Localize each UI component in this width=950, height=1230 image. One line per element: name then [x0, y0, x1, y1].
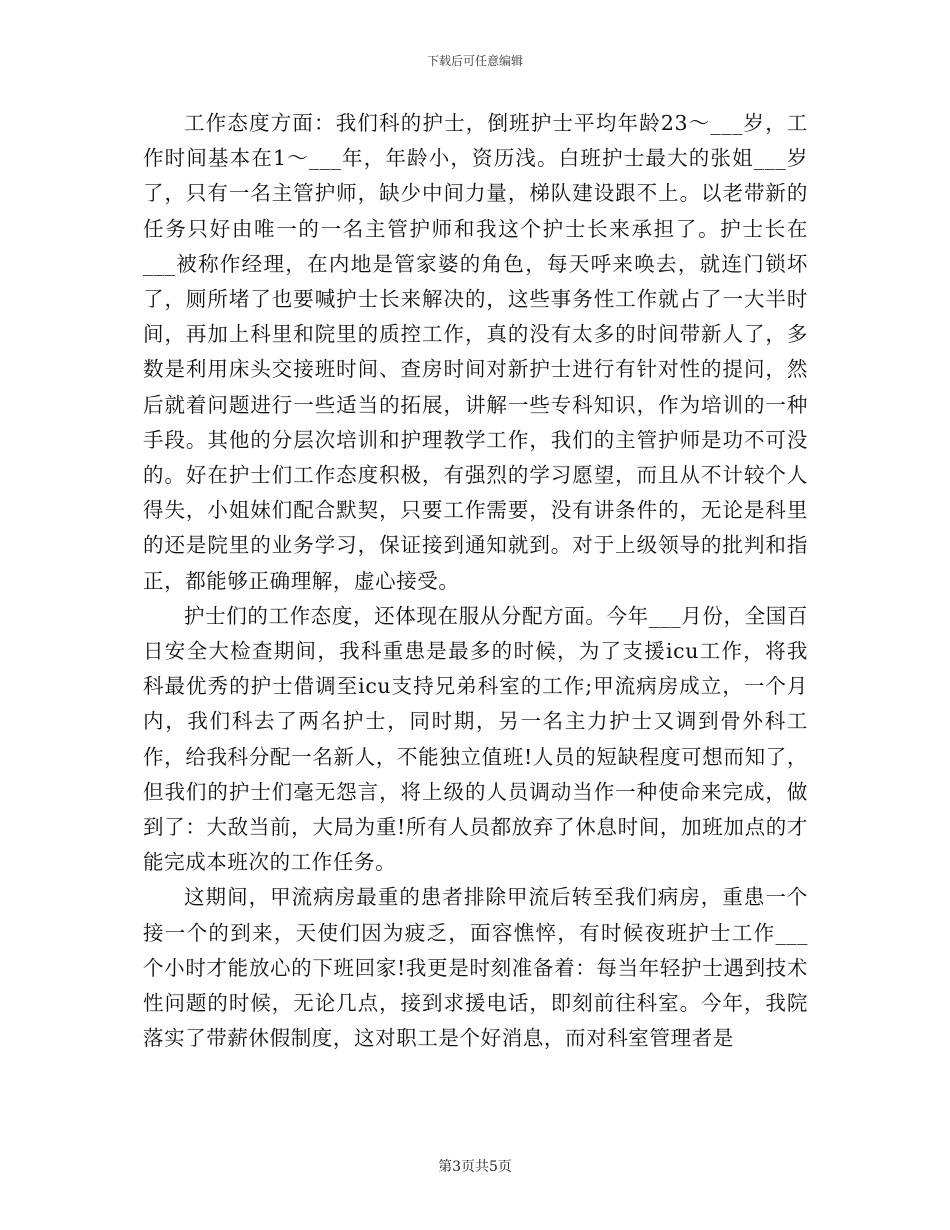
- paragraph: 工作态度方面：我们科的护士，倒班护士平均年龄23～___岁，工作时间基本在1～___年，年龄小，资历浅。白班护士最大的张姐___岁了，只有一名主管护师，缺少中间力量，梯队建设跟不上。以老带新的任务只好由唯一的一名主管护师和我这个护士长来承担了。护士长在___被称作经理，在内地是管家婆的角色，每天呼来唤去，就连门锁坏了，厕所堵了也要喊护士长来解决的，这些事务性工作就占了一大半时间，再加上科里和院里的质控工作，真的没有太多的时间带新人了，多数是利用床头交接班时间、查房时间对新护士进行有针对性的提问，然后就着问题进行一些适当的拓展，讲解一些专科知识，作为培训的一种手段。其他的分层次培训和护理教学工作，我们的主管护师是功不可没的。好在护士们工作态度积极，有强烈的学习愿望，而且从不计较个人得失，小姐妹们配合默契，只要工作需要，没有讲条件的，无论是科里的还是院里的业务学习，保证接到通知就到。对于上级领导的批判和指正，都能够正确理解，虚心接受。: [143, 111, 808, 593]
- page-footer: 第3页共5页: [438, 1159, 512, 1175]
- page-header: 下载后可任意编辑: [426, 54, 523, 68]
- document-body: [143, 106, 808, 1056]
- paragraph: 这期间，甲流病房最重的患者排除甲流后转至我们病房，重患一个接一个的到来，天使们因为疲乏，面容憔悴，有时候夜班护士工作___个小时才能放心的下班回家!我更是时刻准备着：每当年轻护士遇到技术性问题的时候，无论几点，接到求援电话，即刻前往科室。今年，我院落实了带薪休假制度，这对职工是个好消息，而对科室管理者是: [143, 885, 808, 1051]
- paragraph: 护士们的工作态度，还体现在服从分配方面。今年___月份，全国百日安全大检查期间，我科重患是最多的时候，为了支援icu工作，将我科最优秀的护士借调至icu支持兄弟科室的工作;甲流病房成立，一个月内，我们科去了两名护士，同时期，另一名主力护士又调到骨外科工作，给我科分配一名新人，不能独立值班!人员的短缺程度可想而知了，但我们的护士们毫无怨言，将上级的人员调动当作一种使命来完成，做到了：大敌当前，大局为重!所有人员都放弃了休息时间，加班加点的才能完成本班次的工作任务。: [143, 603, 808, 875]
